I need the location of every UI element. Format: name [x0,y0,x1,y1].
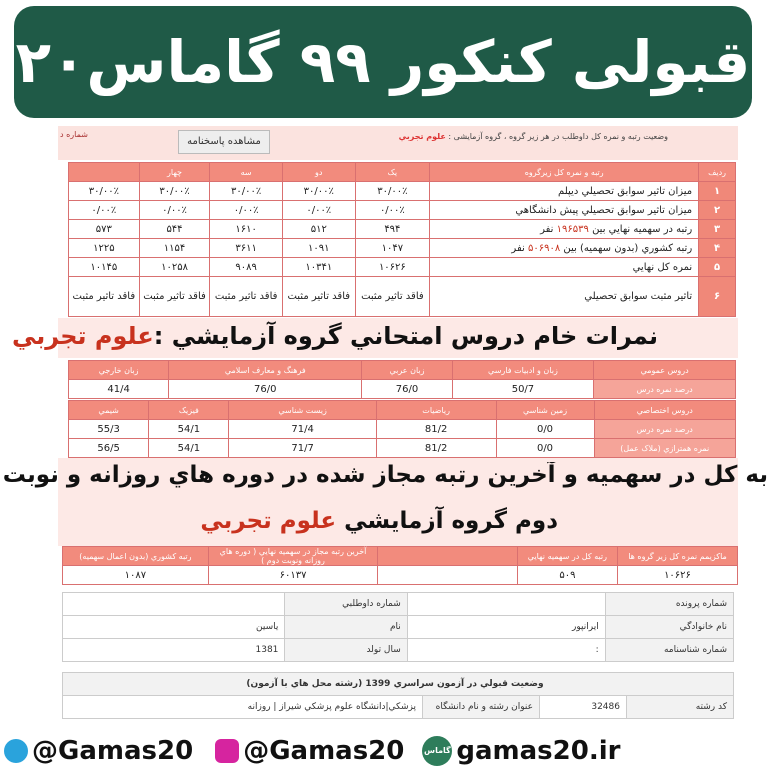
col-header: رياضيات [376,401,496,420]
gamas-logo-icon: گاماس [422,736,452,766]
col-header: رتبه کشوري (بدون اعمال سهميه) [63,547,209,566]
table-row: درصد نمره درس 50/7 76/0 76/0 41/4 [69,380,736,399]
personal-info [62,592,734,719]
col-header: شيمي [69,401,149,420]
instagram-handle[interactable]: @Gamas20 [215,736,404,766]
col-header: دروس عمومي [594,361,736,380]
col-header: يک [355,163,430,182]
raw-section-title: نمرات خام دروس امتحاني گروه آزمايشي :علوم تجربي [12,322,658,350]
col-header: رتبه و نمره کل زيرگروه [430,163,699,182]
col-header: فرهنگ و معارف اسلامي [169,361,362,380]
table-row: ۴ رتبه کشوري (بدون سهميه) بين ۵۰۶۹۰۸ نفر ۱۰۴۷ ۱۰۹۱ ۳۶۱۱ ۱۱۵۴ ۱۲۲۵ [69,239,736,258]
col-header: زبان خارجي [69,361,169,380]
col-header: زبان و ادبيات فارسي [452,361,594,380]
side-label: شماره د [60,130,88,139]
col-header: چهار [139,163,210,182]
table-row: ۱ ميزان تاثير سوابق تحصيلي ديپلم ۳۰/۰۰٪ ۳۰/۰۰٪ ۳۰/۰۰٪ ۳۰/۰۰٪ ۳۰/۰۰٪ [69,182,736,201]
table-row: ۲ ميزان تاثير سوابق تحصيلي پيش دانشگاهي ۰/۰۰٪ ۰/۰۰٪ ۰/۰۰٪ ۰/۰۰٪ ۰/۰۰٪ [69,201,736,220]
table-row: درصد نمره درس 0/0 81/2 71/4 54/1 55/3 [69,420,736,439]
col-header: رتبه کل در سهميه نهايي [517,547,617,566]
admission-title: وضعيت قبولي در آزمون سراسري 1399 (رشته محل هاي با آزمون) [63,673,734,696]
table-row: کد رشته 32486 عنوان رشته و نام دانشگاه پزشكي|دانشگاه علوم پزشكي شيراز | روزانه [63,696,734,719]
table-row: نمره همترازي (ملاک عمل) 0/0 81/2 71/7 54/1 56/5 [69,439,736,458]
cut-table [62,546,738,585]
col-header: فيزيک [149,401,229,420]
col-header: دروس اختصاصي [594,401,736,420]
telegram-icon [4,739,28,763]
col-header: آخرين رتبه مجاز در سهميه نهايي ( دوره هاي روزانه ونوبت دوم ) [208,547,378,566]
instagram-icon [215,739,239,763]
col-header [69,163,140,182]
col-header [378,547,518,566]
table-row: شماره شناسنامه : سال تولد 1381 [63,639,734,662]
cut-section-line1: به کل در سهميه و آخرين رتبه مجاز شده در دوره هاي روزانه و نوبت [2,462,768,488]
title-banner [14,6,752,118]
site-handle[interactable]: گاماس gamas20.ir [424,735,621,766]
telegram-handle[interactable]: @Gamas20 [4,736,193,766]
table-row: شماره پرونده شماره داوطلبي [63,593,734,616]
col-header: ماکزيمم نمره کل زير گروه ها [617,547,737,566]
table-row: ۶ تاثير مثبت سوابق تحصيلي فاقد تاثير مثبت فاقد تاثير مثبت فاقد تاثير مثبت فاقد تاثير مثبت فاقد تاثير مثبت [69,277,736,317]
col-header: دو [282,163,355,182]
rank-table [68,162,736,317]
view-answersheet-button[interactable]: مشاهده پاسخنامه [178,130,270,154]
table-row: ۵ نمره کل نهايي ۱۰۶۲۶ ۱۰۳۴۱ ۹۰۸۹ ۱۰۲۵۸ ۱۰۱۴۵ [69,258,736,277]
table-row: ۱۰۶۲۶ ۵۰۹ ۶۰۱۳۷ ۱۰۸۷ [63,566,738,585]
table-row: نام خانوادگي ايرانپور نام ياسين [63,616,734,639]
col-header: سه [210,163,283,182]
banner-title: قبولی کنکور ۹۹ گاماس۲۰ [15,28,751,96]
col-header: زيست شناسي [229,401,376,420]
col-header: زبان عربي [362,361,452,380]
table-row: ۳ رتبه در سهميه نهايي بين ۱۹۶۵۳۹ نفر ۴۹۴ ۵۱۲ ۱۶۱۰ ۵۴۴ ۵۷۳ [69,220,736,239]
result-header-title: وضعیت رتبه و نمره کل داوطلب در هر زیر گروه ، گروه آزمایشی : علوم تجربي [398,132,668,141]
cut-section-line2: دوم گروه آزمايشي علوم تجربي [200,508,558,534]
result-header [58,126,738,160]
footer [0,733,768,768]
special-courses-table [68,400,736,458]
col-header: رديف [699,163,736,182]
col-header: زمين شناسي [496,401,594,420]
general-courses-table [68,360,736,399]
table-row [63,673,734,696]
